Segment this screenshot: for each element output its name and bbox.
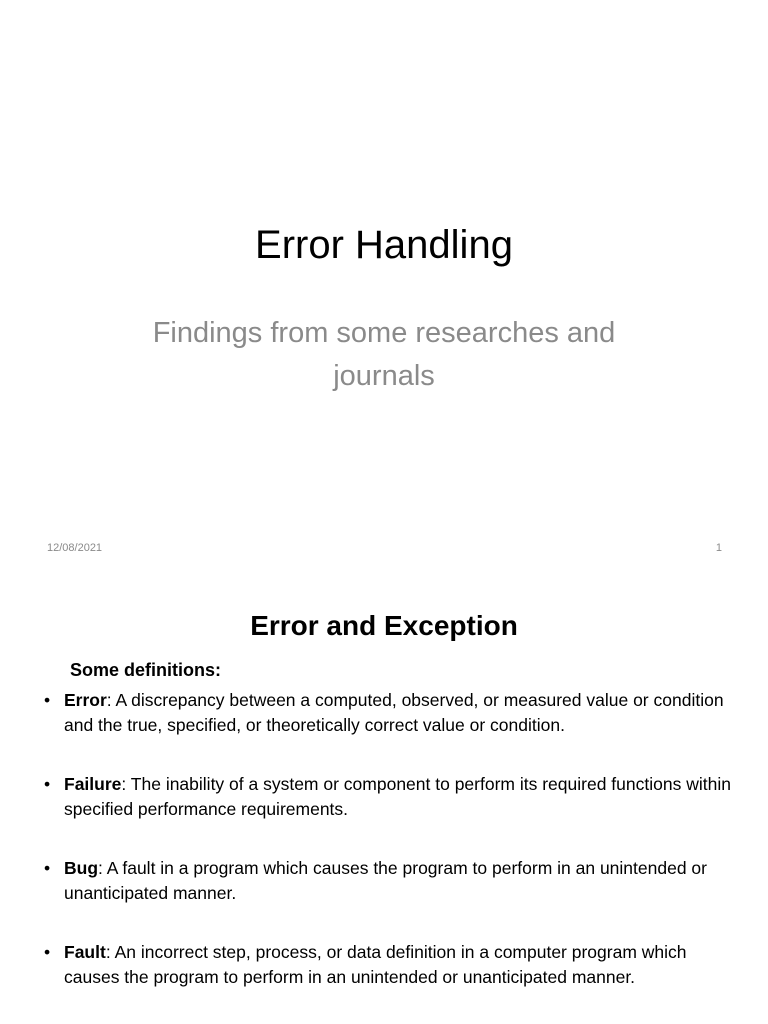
definition-text: : The inability of a system or component to perform its required functions within specified performance requirements. bbox=[64, 774, 731, 819]
definition-term: Failure bbox=[64, 774, 122, 794]
slide-page-number: 1 bbox=[715, 542, 722, 554]
bullet-icon: • bbox=[44, 690, 51, 710]
list-item bbox=[44, 856, 734, 906]
definition-term: Bug bbox=[64, 858, 99, 878]
definition-term: Fault bbox=[64, 942, 106, 962]
definition-term: Error bbox=[64, 690, 107, 710]
definitions-heading: Some definitions: bbox=[70, 660, 222, 680]
slide-title: Error and Exception bbox=[250, 610, 518, 641]
bullet-icon: • bbox=[44, 774, 51, 794]
slide-footer-date: 12/08/2021 bbox=[47, 542, 103, 554]
bullet-icon: • bbox=[44, 942, 51, 962]
content-slide bbox=[0, 576, 768, 1024]
slide-title: Error Handling bbox=[255, 223, 513, 267]
list-item bbox=[44, 940, 734, 990]
definition-text: : A fault in a program which causes the program to perform in an unintended or unanticipated manner. bbox=[64, 858, 707, 903]
list-item bbox=[44, 772, 734, 822]
list-item bbox=[44, 688, 734, 738]
bullet-icon: • bbox=[44, 858, 51, 878]
definition-text: : A discrepancy between a computed, observed, or measured value or condition and the true, specified, or theoretically correct value or condition. bbox=[64, 690, 724, 735]
definitions-list bbox=[44, 688, 734, 1024]
slide-subtitle: Findings from some researches and journals bbox=[152, 317, 616, 392]
definition-text: : An incorrect step, process, or data definition in a computer program which causes the program to perform in an unintended or unanticipated manner. bbox=[64, 942, 687, 987]
